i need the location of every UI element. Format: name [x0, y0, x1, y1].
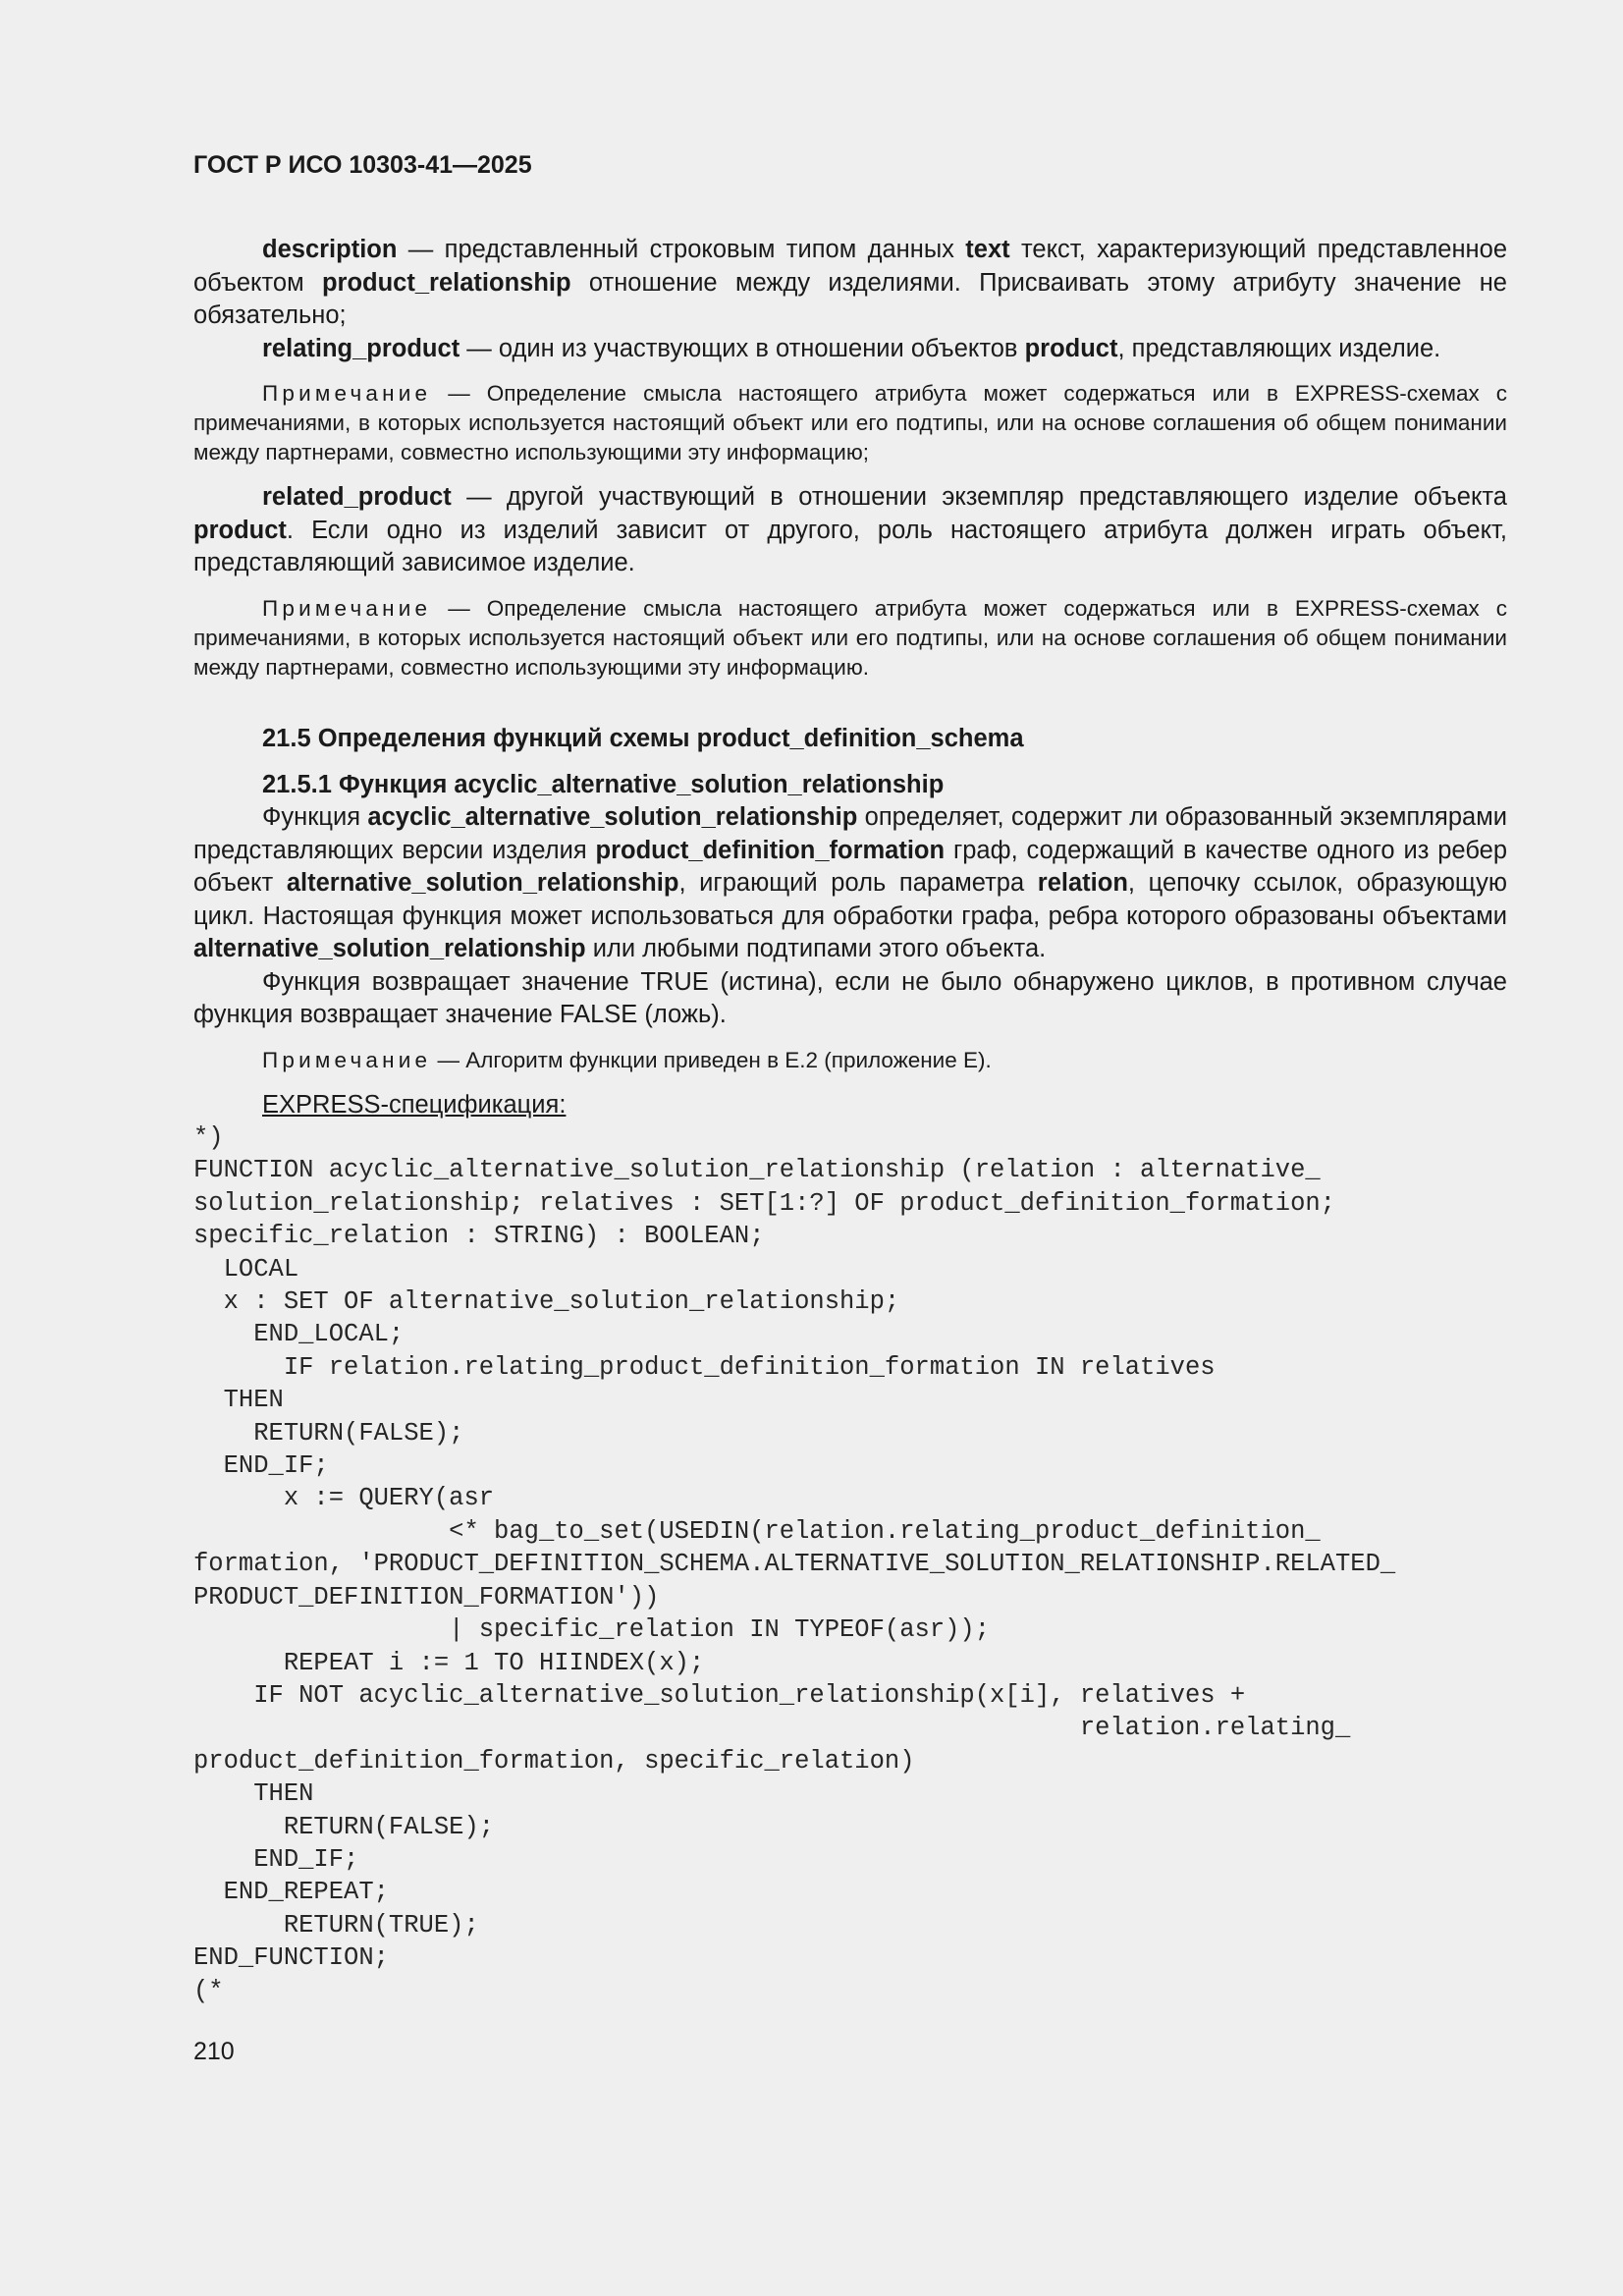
- function-name: acyclic_alternative_solution_relationship: [367, 803, 858, 831]
- page-content: [193, 147, 1507, 2066]
- entity-product: product: [1024, 334, 1118, 362]
- note-3: [193, 1046, 1507, 1075]
- document-header: ГОСТ Р ИСО 10303-41—2025: [193, 151, 532, 179]
- text: отношение между изделиями. Присваивать этому атрибуту значение не обязательно;: [193, 268, 1507, 329]
- page-number: 210: [193, 2037, 235, 2065]
- section-title: 21.5 Определения функций схемы product_definition_schema: [262, 724, 1024, 752]
- text: — представленный строковым типом данных: [397, 236, 966, 263]
- entity-product: product: [193, 516, 287, 544]
- attr-description-paragraph: [193, 234, 1507, 333]
- text: определяет, содержит ли образованный экземплярами представляющих версии изделия: [193, 803, 1507, 864]
- attr-related-paragraph: [193, 481, 1507, 580]
- note-label: Примечание: [262, 1047, 432, 1072]
- text: — другой участвующий в отношении экземпляр представляющего изделие объекта: [451, 483, 1507, 511]
- text: — один из участвующих в отношении объектов: [460, 334, 1025, 362]
- note-text: — Определение смысла настоящего атрибута может содержаться или в EXPRESS-схемах с примечаниями, в которых используется настоящий объект или его подтипы, или на основе соглашения об общем понимании между партнерами, совместно использующими эту информацию;: [193, 381, 1507, 465]
- express-code-block: *) FUNCTION acyclic_alternative_solution_relationship (relation : alternative_ solution_relationship; relatives : SET[1:?] OF product_definition_formation; specific_relation : STRING) : BOOLEAN; LOCAL x : SET OF alternative_solution_relationship; END_LOCAL; IF relation.relating_product_definition_formation IN relatives THEN RETURN(FALSE); END_IF; x := QUERY(asr <* bag_to_set(USEDIN(relation.relating_product_definition_ formation, 'PRODUCT_DEFINITION_SCHEMA.ALTERNATIVE_SOLUTION_RELATIONSHIP.RELATED_ PRODUCT_DEFINITION_FORMATION')) | specific_relation IN TYPEOF(asr)); REPEAT i := 1 TO HIINDEX(x); IF NOT acyclic_alternative_solution_relationship(x[i], relatives + relation.relating_ product_definition_formation, specific_relation) THEN RETURN(FALSE); END_IF; END_REPEAT; RETURN(TRUE); END_FUNCTION; (*: [193, 1123, 1396, 2005]
- text: , играющий роль параметра: [678, 869, 1038, 897]
- note-text: — Определение смысла настоящего атрибута может содержаться или в EXPRESS-схемах с примечаниями, в которых используется настоящий объект или его подтипы, или на основе соглашения об общем понимании между партнерами, совместно использующими эту информацию.: [193, 595, 1507, 680]
- text: , цепочку ссылок, образующую цикл. Настоящая функция может использоваться для обработки графа, ребра которого образованы объектами: [193, 869, 1507, 930]
- text: граф, содержащий в качестве одного из ребер объект: [193, 836, 1508, 897]
- term-description: description: [262, 236, 398, 263]
- entity-product-relationship: product_relationship: [321, 268, 571, 297]
- text: , представляющих изделие.: [1117, 334, 1441, 362]
- note-label: Примечание: [262, 381, 432, 406]
- text: текст, характеризующий представленное объектом: [193, 236, 1508, 297]
- entity-asr: alternative_solution_relationship: [286, 869, 679, 897]
- text: . Если одно из изделий зависит от другого, роль настоящего атрибута должен играть объект, представляющий зависимое изделие.: [193, 516, 1507, 576]
- note-text: — Алгоритм функции приведен в E.2 (приложение E).: [431, 1047, 992, 1072]
- note-2: [193, 594, 1507, 683]
- attr-relating-paragraph: [193, 333, 1507, 366]
- entity-pdf: product_definition_formation: [595, 836, 946, 864]
- note-label: Примечание: [262, 595, 432, 621]
- subsection-title: 21.5.1 Функция acyclic_alternative_solution_relationship: [262, 770, 945, 798]
- param-relation: relation: [1037, 869, 1128, 897]
- note-1: [193, 379, 1507, 467]
- text: или любыми подтипами этого объекта.: [585, 935, 1047, 962]
- term-relating-product: relating_product: [262, 334, 460, 362]
- type-text: text: [965, 236, 1010, 263]
- term-related-product: related_product: [262, 483, 452, 511]
- entity-asr: alternative_solution_relationship: [193, 935, 586, 962]
- express-spec-label: EXPRESS-спецификация:: [262, 1090, 567, 1119]
- function-description-paragraph: [193, 801, 1507, 966]
- function-return-paragraph: Функция возвращает значение TRUE (истина), если не было обнаружено циклов, в противном случае функция возвращает значение FALSE (ложь).: [193, 967, 1507, 1028]
- text: Функция: [262, 803, 368, 831]
